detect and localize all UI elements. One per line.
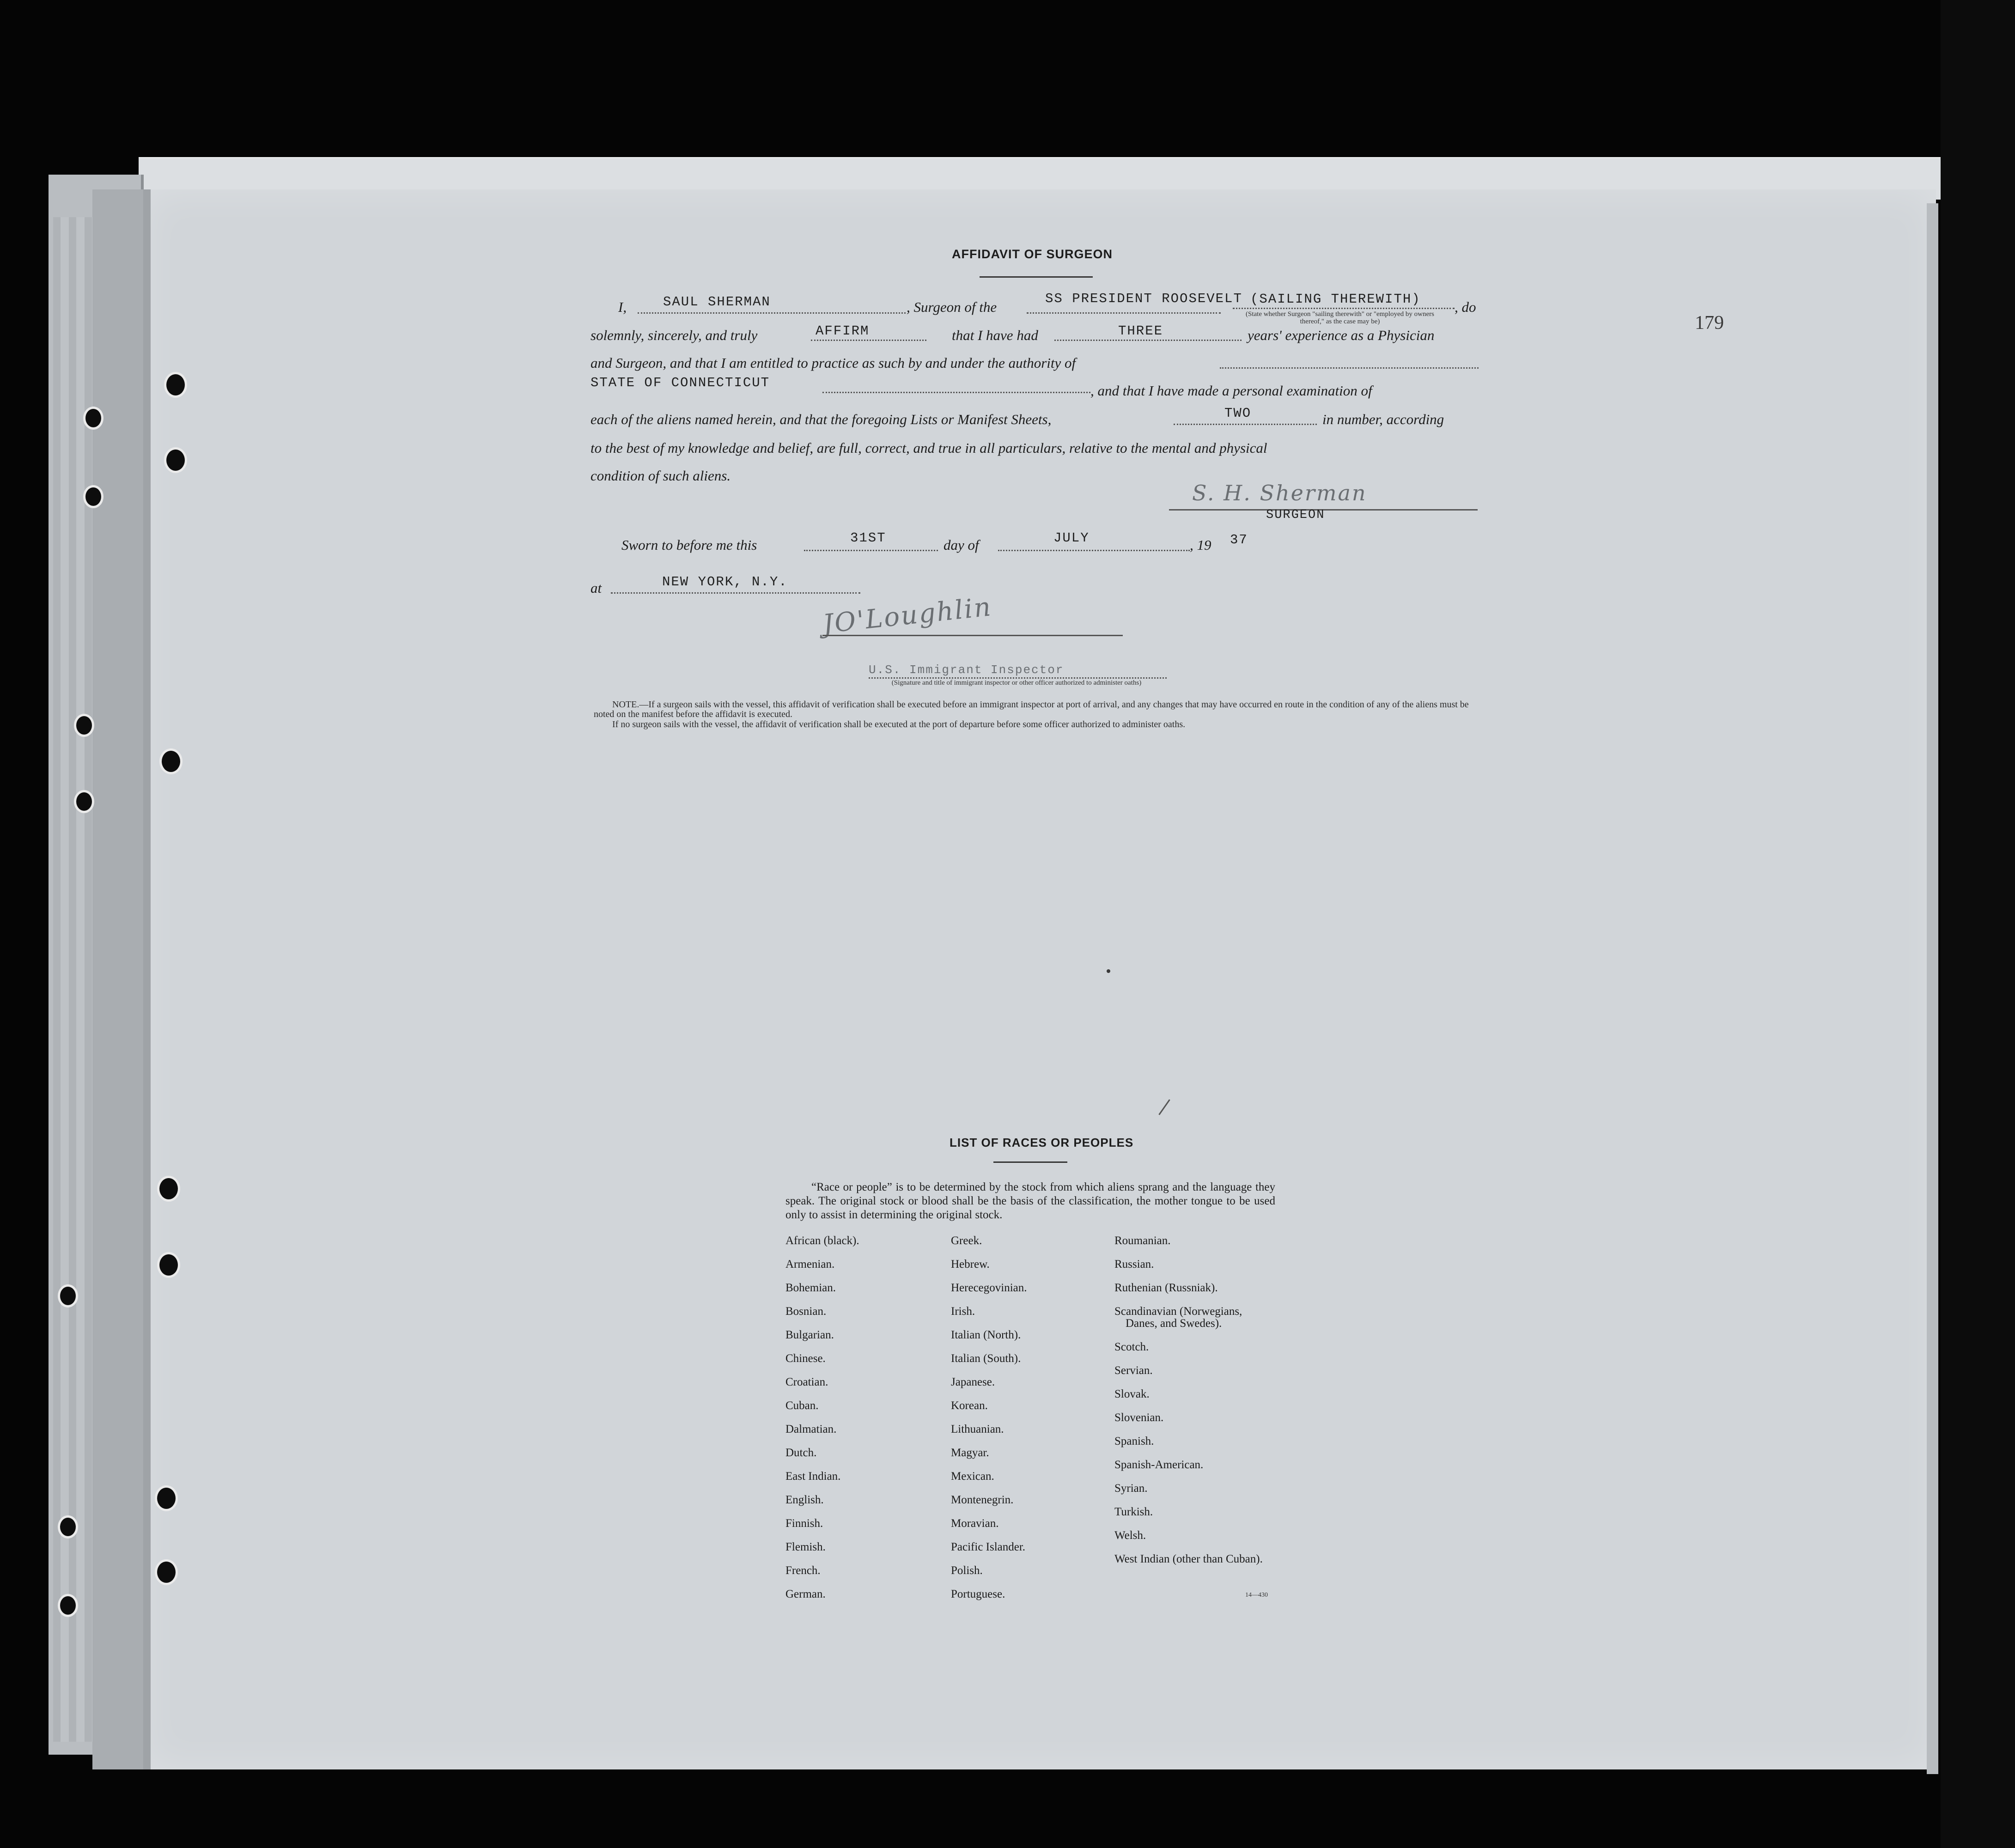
races-column-3 [1114,1235,1281,1577]
page-right-edge [1927,203,1938,1774]
race-item: Armenian. [785,1258,835,1270]
surgeon-signature: S. H. Sherman [1192,480,1367,505]
race-item: Ruthenian (Russniak). [1114,1282,1218,1294]
race-item: Mexican. [951,1470,994,1483]
race-item: Japanese. [951,1376,995,1388]
text-years-experience: years' experience as a Physician [1248,327,1435,343]
affidavit-note-1: NOTE.—If a surgeon sails with the vessel, this affidavit of verification shall be executed before an immigrant inspector at port of arrival, and any changes that may have occurred en route in the condition of any of the aliens must be noted on the manifest before the affidavit is executed. [594,699,1469,719]
race-item: Flemish. [785,1541,826,1553]
text-year-prefix: , 19 [1190,537,1211,553]
race-item: Welsh. [1114,1529,1146,1542]
inspector-title: U.S. Immigrant Inspector [869,663,1064,677]
race-item: Chinese. [785,1352,826,1365]
race-item: East Indian. [785,1470,841,1483]
text-that-i-have-had: that I have had [952,327,1038,343]
race-item: Cuban. [785,1399,819,1412]
text-in-number: in number, according [1322,411,1444,427]
text-each-of: each of the aliens named herein, and that the foregoing Lists or Manifest Sheets, [590,411,1052,427]
text-do: , do [1455,299,1476,315]
sailing-status-line [1233,308,1455,309]
race-item: Moravian. [951,1517,999,1530]
races-title-rule [993,1161,1067,1163]
text-condition: condition of such aliens. [590,468,731,484]
race-item: Bulgarian. [785,1329,834,1341]
text-and-surgeon: and Surgeon, and that I am entitled to practice as such by and under the authority of [590,355,1076,371]
text-i: I, [618,299,627,315]
race-item: Roumanian. [1114,1234,1171,1247]
authority-line-upper [1220,367,1479,369]
punch-hole [83,485,103,508]
place-line [611,592,860,594]
day-line [804,550,938,551]
race-item: Spanish. [1114,1435,1154,1447]
race-item: Russian. [1114,1258,1154,1270]
race-item: Polish. [951,1564,983,1577]
race-item: Slovenian. [1114,1411,1164,1424]
punch-hole [83,407,103,430]
text-at: at [590,580,602,596]
race-item: Irish. [951,1305,975,1318]
race-item: French. [785,1564,821,1577]
race-item: Magyar. [951,1447,989,1459]
surgeon-label: SURGEON [1266,508,1325,522]
races-intro: “Race or people” is to be determined by the stock from which aliens sprang and the language they speak. The original stock or blood shall be the basis of the classification, the mother tongue to be used only to assist in determining the original stock. [785,1181,1275,1221]
race-item: Turkish. [1114,1506,1153,1518]
race-item: Montenegrin. [951,1494,1014,1506]
text-solemnly: solemnly, sincerely, and truly [590,327,758,343]
sheets-line [1174,424,1317,425]
title-rule [980,276,1093,278]
race-item: Scotch. [1114,1341,1149,1353]
punch-hole [159,748,183,774]
race-item: Lithuanian. [951,1423,1004,1435]
race-item: German. [785,1588,826,1600]
punch-hole [74,714,94,737]
stray-mark [1107,969,1110,973]
punch-hole [58,1594,78,1617]
punch-hole [58,1515,78,1538]
race-item: Italian (North). [951,1329,1021,1341]
affidavit-note-2: If no surgeon sails with the vessel, the affidavit of verification shall be executed at the port of departure before some officer authorized to administer oaths. [612,719,1186,729]
page-left-edge [143,189,151,1769]
punch-hole [157,1252,180,1278]
race-item: African (black). [785,1234,859,1247]
race-item: West Indian (other than Cuban). [1114,1553,1263,1565]
race-item: Croatian. [785,1376,828,1388]
punch-hole [58,1284,78,1307]
vessel-name: SS PRESIDENT ROOSEVELT [1045,291,1242,306]
surgeon-name-line [638,312,906,314]
race-item: Scandinavian (Norwegians, Danes, and Swedes). [1114,1305,1242,1330]
affirmation-line [811,340,926,341]
form-number: 14—430 [1245,1592,1268,1599]
page-number: 179 [1695,312,1724,334]
text-day-of: day of [944,537,979,553]
sworn-day: 31ST [850,530,886,546]
sailing-status: (SAILING THEREWITH) [1250,292,1421,307]
race-item: Korean. [951,1399,988,1412]
text-personal-exam: , and that I have made a personal examination of [1090,383,1372,399]
scan-border-right [1941,0,2015,1848]
years-count: THREE [1118,323,1163,339]
text-sworn: Sworn to before me this [621,537,757,553]
sailing-status-note: (State whether Surgeon "sailing therewith" or "employed by owners thereof," as the case may be) [1245,310,1434,325]
sworn-month: JULY [1053,530,1090,546]
race-item: Servian. [1114,1364,1153,1377]
text-to-the-best: to the best of my knowledge and belief, are full, correct, and true in all particulars, relative to the mental and physical [590,440,1267,456]
inspector-caption: (Signature and title of immigrant inspector or other officer authorized to administer oaths) [891,679,1142,687]
punch-hole [74,790,94,813]
races-title: LIST OF RACES OR PEOPLES [950,1136,1134,1149]
affidavit-title: AFFIDAVIT OF SURGEON [952,247,1113,261]
race-item: Dutch. [785,1447,817,1459]
inspector-signature-line [822,635,1123,636]
surgeon-name: SAUL SHERMAN [663,294,771,310]
punch-hole [164,372,187,398]
race-item: Spanish-American. [1114,1459,1204,1471]
race-item: Greek. [951,1234,982,1247]
races-column-2 [951,1235,1103,1612]
races-column-1 [785,1235,938,1612]
inspector-signature: JO'Loughlin [821,591,993,640]
punch-hole [164,447,187,473]
race-item: Slovak. [1114,1388,1150,1400]
sworn-year: 37 [1230,532,1248,547]
sworn-place: NEW YORK, N.Y. [662,574,788,590]
race-item: Hebrew. [951,1258,990,1270]
race-item: Dalmatian. [785,1423,837,1435]
text-surgeon-of-the: , Surgeon of the [907,299,997,315]
vessel-line [1027,312,1221,314]
affirmation: AFFIRM [816,323,870,339]
month-line [998,550,1190,551]
race-item: Bosnian. [785,1305,827,1318]
race-item: Portuguese. [951,1588,1005,1600]
punch-hole [155,1559,178,1585]
scan-border-top [0,0,2015,157]
sheets-count: TWO [1224,406,1252,421]
punch-hole [157,1176,180,1202]
race-item: English. [785,1494,824,1506]
authority: STATE OF CONNECTICUT [590,375,770,390]
race-item: Pacific Islander. [951,1541,1026,1553]
race-item: Syrian. [1114,1482,1148,1495]
race-item: Bohemian. [785,1282,836,1294]
race-item: Italian (South). [951,1352,1021,1365]
years-line [1054,340,1242,341]
authority-line [822,392,1090,393]
punch-hole [155,1485,178,1511]
race-item: Herecegovinian. [951,1282,1027,1294]
race-item: Finnish. [785,1517,823,1530]
inspector-title-line [869,677,1167,679]
